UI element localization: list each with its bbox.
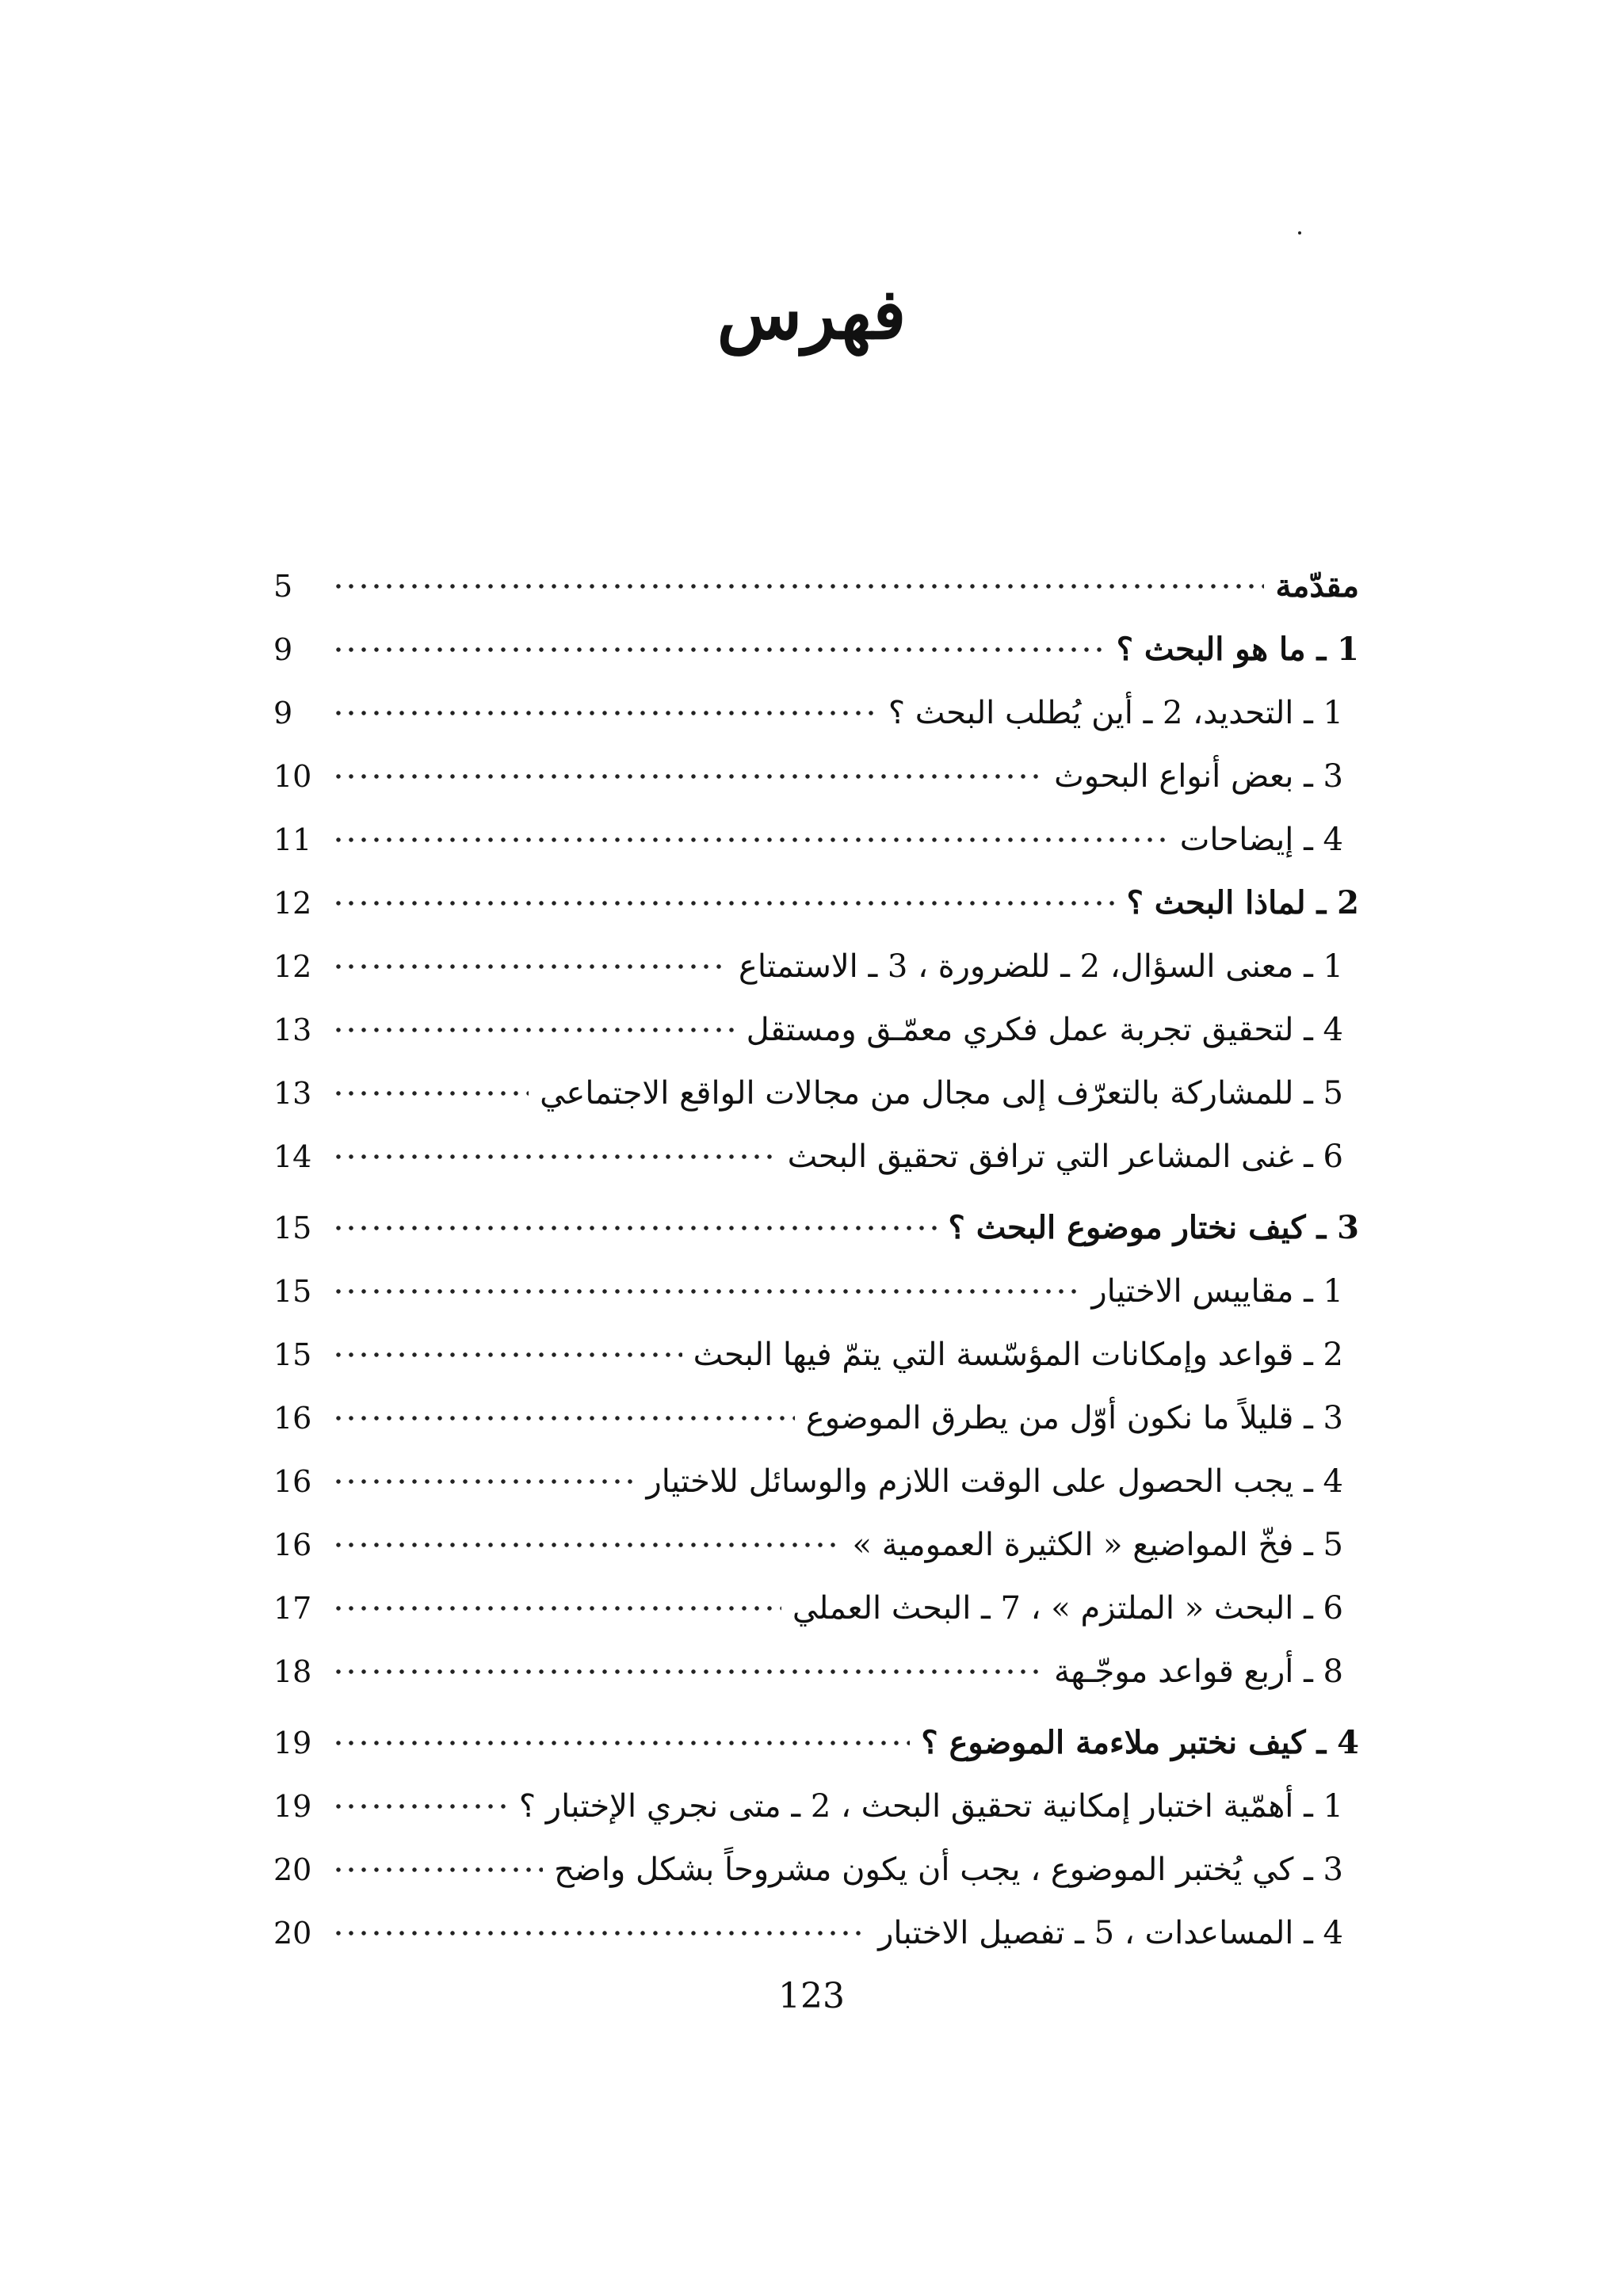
toc-section[interactable] (273, 681, 1359, 745)
toc-entry-label: مقدّمة (1275, 567, 1359, 605)
toc-entry-label: 3 ـ كيف نختار موضوع البحث ؟ (948, 1209, 1359, 1246)
toc-chapter-3[interactable] (273, 1196, 1359, 1260)
toc-entry-label: 8 ـ أربع قواعد موجّـهة (1053, 1653, 1343, 1690)
dot-leader (332, 836, 1169, 844)
toc-entry-page: 15 (273, 1211, 312, 1245)
toc-entry-label: 2 ـ لماذا البحث ؟ (1126, 884, 1359, 921)
dot-leader (332, 709, 877, 717)
dot-leader (332, 1089, 529, 1097)
toc-chapter-1[interactable] (273, 618, 1359, 681)
toc-section[interactable] (273, 1450, 1359, 1513)
toc-section[interactable] (273, 1838, 1359, 1901)
toc-entry-label: 4 ـ إيضاحات (1179, 822, 1343, 858)
table-of-contents (273, 555, 1359, 1965)
dot-leader (332, 899, 1116, 907)
page-title: فهرس (716, 273, 907, 355)
toc-entry-label: 1 ـ أهمّية اختبار إمكانية تحقيق البحث ، 2 ـ متى نجري الإختبار ؟ (518, 1788, 1343, 1825)
toc-entry-page: 13 (273, 1076, 312, 1111)
dot-leader (332, 1478, 635, 1486)
toc-entry-page: 14 (273, 1139, 312, 1174)
toc-entry-label: 4 ـ كيف نختبر ملاءمة الموضوع ؟ (921, 1724, 1359, 1761)
toc-entry-page: 17 (273, 1591, 312, 1626)
toc-entry-label: 2 ـ قواعد وإمكانات المؤسّسة التي يتمّ فيها البحث (693, 1337, 1343, 1373)
dot-leader (332, 1668, 1043, 1676)
dot-leader (332, 582, 1264, 590)
toc-entry-label: 1 ـ معنى السؤال، 2 ـ للضرورة ، 3 ـ الاستمتاع (739, 948, 1343, 985)
page-number: 123 (778, 1976, 845, 2016)
toc-section[interactable] (273, 935, 1359, 998)
toc-entry-label: 4 ـ لتحقيق تجربة عمل فكري معمّـق ومستقل (746, 1012, 1343, 1048)
toc-entry-page: 13 (273, 1013, 312, 1047)
toc-entry-page: 20 (273, 1916, 312, 1951)
toc-section[interactable] (273, 1901, 1359, 1965)
toc-chapter-2[interactable] (273, 871, 1359, 935)
dot-leader (332, 1802, 508, 1810)
dot-leader (332, 1541, 842, 1549)
toc-entry-page: 15 (273, 1337, 312, 1372)
toc-section[interactable] (273, 745, 1359, 808)
toc-entry-label: 5 ـ للمشاركة بالتعرّف إلى مجال من مجالات الواقع الاجتماعي (540, 1075, 1343, 1112)
toc-section[interactable] (273, 998, 1359, 1062)
toc-entry-page: 20 (273, 1852, 312, 1887)
toc-section[interactable] (273, 1577, 1359, 1640)
toc-section[interactable] (273, 1062, 1359, 1125)
dot-leader (332, 646, 1106, 654)
dot-leader (332, 772, 1043, 780)
toc-entry-page: 9 (273, 632, 293, 667)
dot-leader (332, 963, 727, 971)
toc-section[interactable] (273, 1323, 1359, 1386)
toc-section[interactable] (273, 1640, 1359, 1703)
dot-leader (332, 1026, 735, 1034)
toc-entry-label: 3 ـ كي يُختبر الموضوع ، يجب أن يكون مشروحاً بشكل واضح (554, 1852, 1343, 1888)
dot-leader (332, 1739, 910, 1747)
print-speck (1298, 231, 1301, 235)
dot-leader (332, 1866, 543, 1874)
toc-entry-page: 15 (273, 1274, 312, 1309)
toc-entry-page: 5 (273, 569, 293, 604)
toc-section[interactable] (273, 1125, 1359, 1188)
toc-chapter-4[interactable] (273, 1711, 1359, 1775)
toc-section[interactable] (273, 1513, 1359, 1577)
toc-entry-page: 11 (273, 822, 312, 857)
toc-entry-label: 5 ـ فخّ المواضيع « الكثيرة العمومية » (852, 1527, 1343, 1563)
toc-entry-page: 18 (273, 1654, 312, 1689)
toc-entry-page: 19 (273, 1789, 312, 1824)
toc-section[interactable] (273, 1386, 1359, 1450)
toc-entry-label: 4 ـ يجب الحصول على الوقت اللازم والوسائل للاختيار (646, 1463, 1343, 1500)
dot-leader (332, 1604, 781, 1612)
toc-section[interactable] (273, 1260, 1359, 1323)
toc-entry-intro[interactable] (273, 555, 1359, 618)
toc-entry-page: 9 (273, 696, 293, 730)
toc-section[interactable] (273, 808, 1359, 871)
dot-leader (332, 1414, 795, 1422)
toc-entry-page: 12 (273, 949, 312, 984)
toc-entry-label: 6 ـ البحث « الملتزم » ، 7 ـ البحث العملي (792, 1590, 1343, 1627)
toc-entry-page: 16 (273, 1401, 312, 1436)
toc-entry-page: 12 (273, 886, 312, 921)
toc-entry-label: 1 ـ مقاييس الاختيار (1091, 1273, 1343, 1310)
toc-entry-page: 19 (273, 1726, 312, 1760)
toc-entry-page: 16 (273, 1527, 312, 1562)
toc-entry-label: 3 ـ قليلاً ما نكون أوّل من يطرق الموضوع (805, 1400, 1343, 1436)
dot-leader (332, 1929, 867, 1937)
toc-entry-page: 10 (273, 759, 312, 794)
toc-entry-label: 3 ـ بعض أنواع البحوث (1054, 758, 1343, 795)
toc-entry-label: 6 ـ غنى المشاعر التي ترافق تحقيق البحث (787, 1138, 1343, 1175)
toc-entry-label: 1 ـ التحديد، 2 ـ أين يُطلب البحث ؟ (888, 695, 1343, 731)
dot-leader (332, 1153, 777, 1161)
toc-entry-label: 1 ـ ما هو البحث ؟ (1116, 631, 1359, 668)
dot-leader (332, 1287, 1080, 1295)
toc-entry-page: 16 (273, 1464, 312, 1499)
toc-section[interactable] (273, 1775, 1359, 1838)
dot-leader (332, 1351, 682, 1359)
toc-entry-label: 4 ـ المساعدات ، 5 ـ تفصيل الاختبار (878, 1915, 1343, 1951)
dot-leader (332, 1224, 938, 1232)
